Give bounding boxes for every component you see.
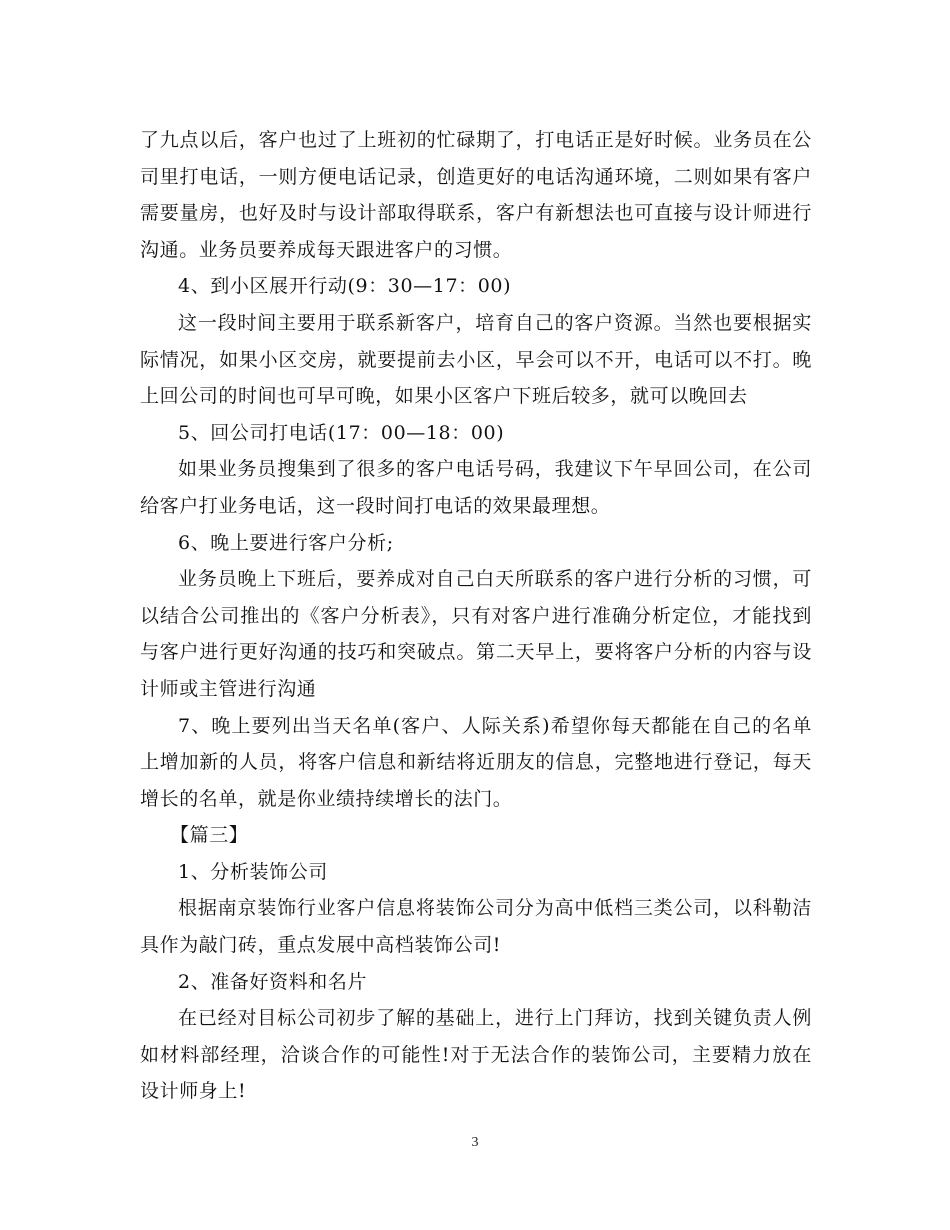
item-4-heading: 4、到小区展开行动(9：30—17：00)	[178, 275, 512, 298]
paragraph-community-action: 这一段时间主要用于联系新客户，培育自己的客户资源。当然也要根据实际情况，如果小区交房，就要提前去小区，早会可以不开，电话可以不打。晚上回公司的时间也可早可晚，如果小区客户下班后较多，就可以晚回去	[140, 311, 812, 408]
item-1-heading: 1、分析装饰公司	[178, 860, 328, 883]
paragraph-company-classification: 根据南京装饰行业客户信息将装饰公司分为高中低档三类公司，以科勒洁具作为敲门砖，重点发展中高档装饰公司!	[140, 897, 812, 957]
page-number: 3	[471, 1135, 479, 1150]
section-heading-part-three: 【篇三】	[170, 824, 249, 847]
document-body	[140, 122, 812, 1110]
item-2-heading: 2、准备好资料和名片	[178, 970, 368, 993]
paragraph-afternoon-calls: 如果业务员搜集到了很多的客户电话号码，我建议下午早回公司，在公司给客户打业务电话，这一段时间打电话的效果最理想。	[140, 458, 812, 517]
paragraph-continued-call-timing: 了九点以后，客户也过了上班初的忙碌期了，打电话正是好时候。业务员在公司里打电话，一则方便电话记录，创造更好的电话沟通环境，二则如果有客户需要量房，也好及时与设计部取得联系，客户有新想法也可直接与设计师进行沟通。业务员要养成每天跟进客户的习惯。	[140, 129, 812, 261]
paragraph-customer-analysis: 业务员晚上下班后，要养成对自己白天所联系的客户进行分析的习惯，可以结合公司推出的《客户分析表》，只有对客户进行准确分析定位，才能找到与客户进行更好沟通的技巧和突破点。第二天早上，要将客户分析的内容与设计师或主管进行沟通	[140, 568, 812, 700]
item-5-heading: 5、回公司打电话(17：00—18：00)	[178, 421, 505, 444]
item-6-heading: 6、晚上要进行客户分析;	[178, 531, 394, 554]
paragraph-item-7-name-list: 7、晚上要列出当天名单(客户、人际关系)希望你每天都能在自己的名单上增加新的人员，将客户信息和新结将近朋友的信息，完整地进行登记，每天增长的名单，就是你业绩持续增长的法门。	[140, 714, 812, 810]
paragraph-visit-companies: 在已经对目标公司初步了解的基础上，进行上门拜访，找到关键负责人例如材料部经理，洽谈合作的可能性!对于无法合作的装饰公司，主要精力放在设计师身上!	[140, 1007, 812, 1103]
